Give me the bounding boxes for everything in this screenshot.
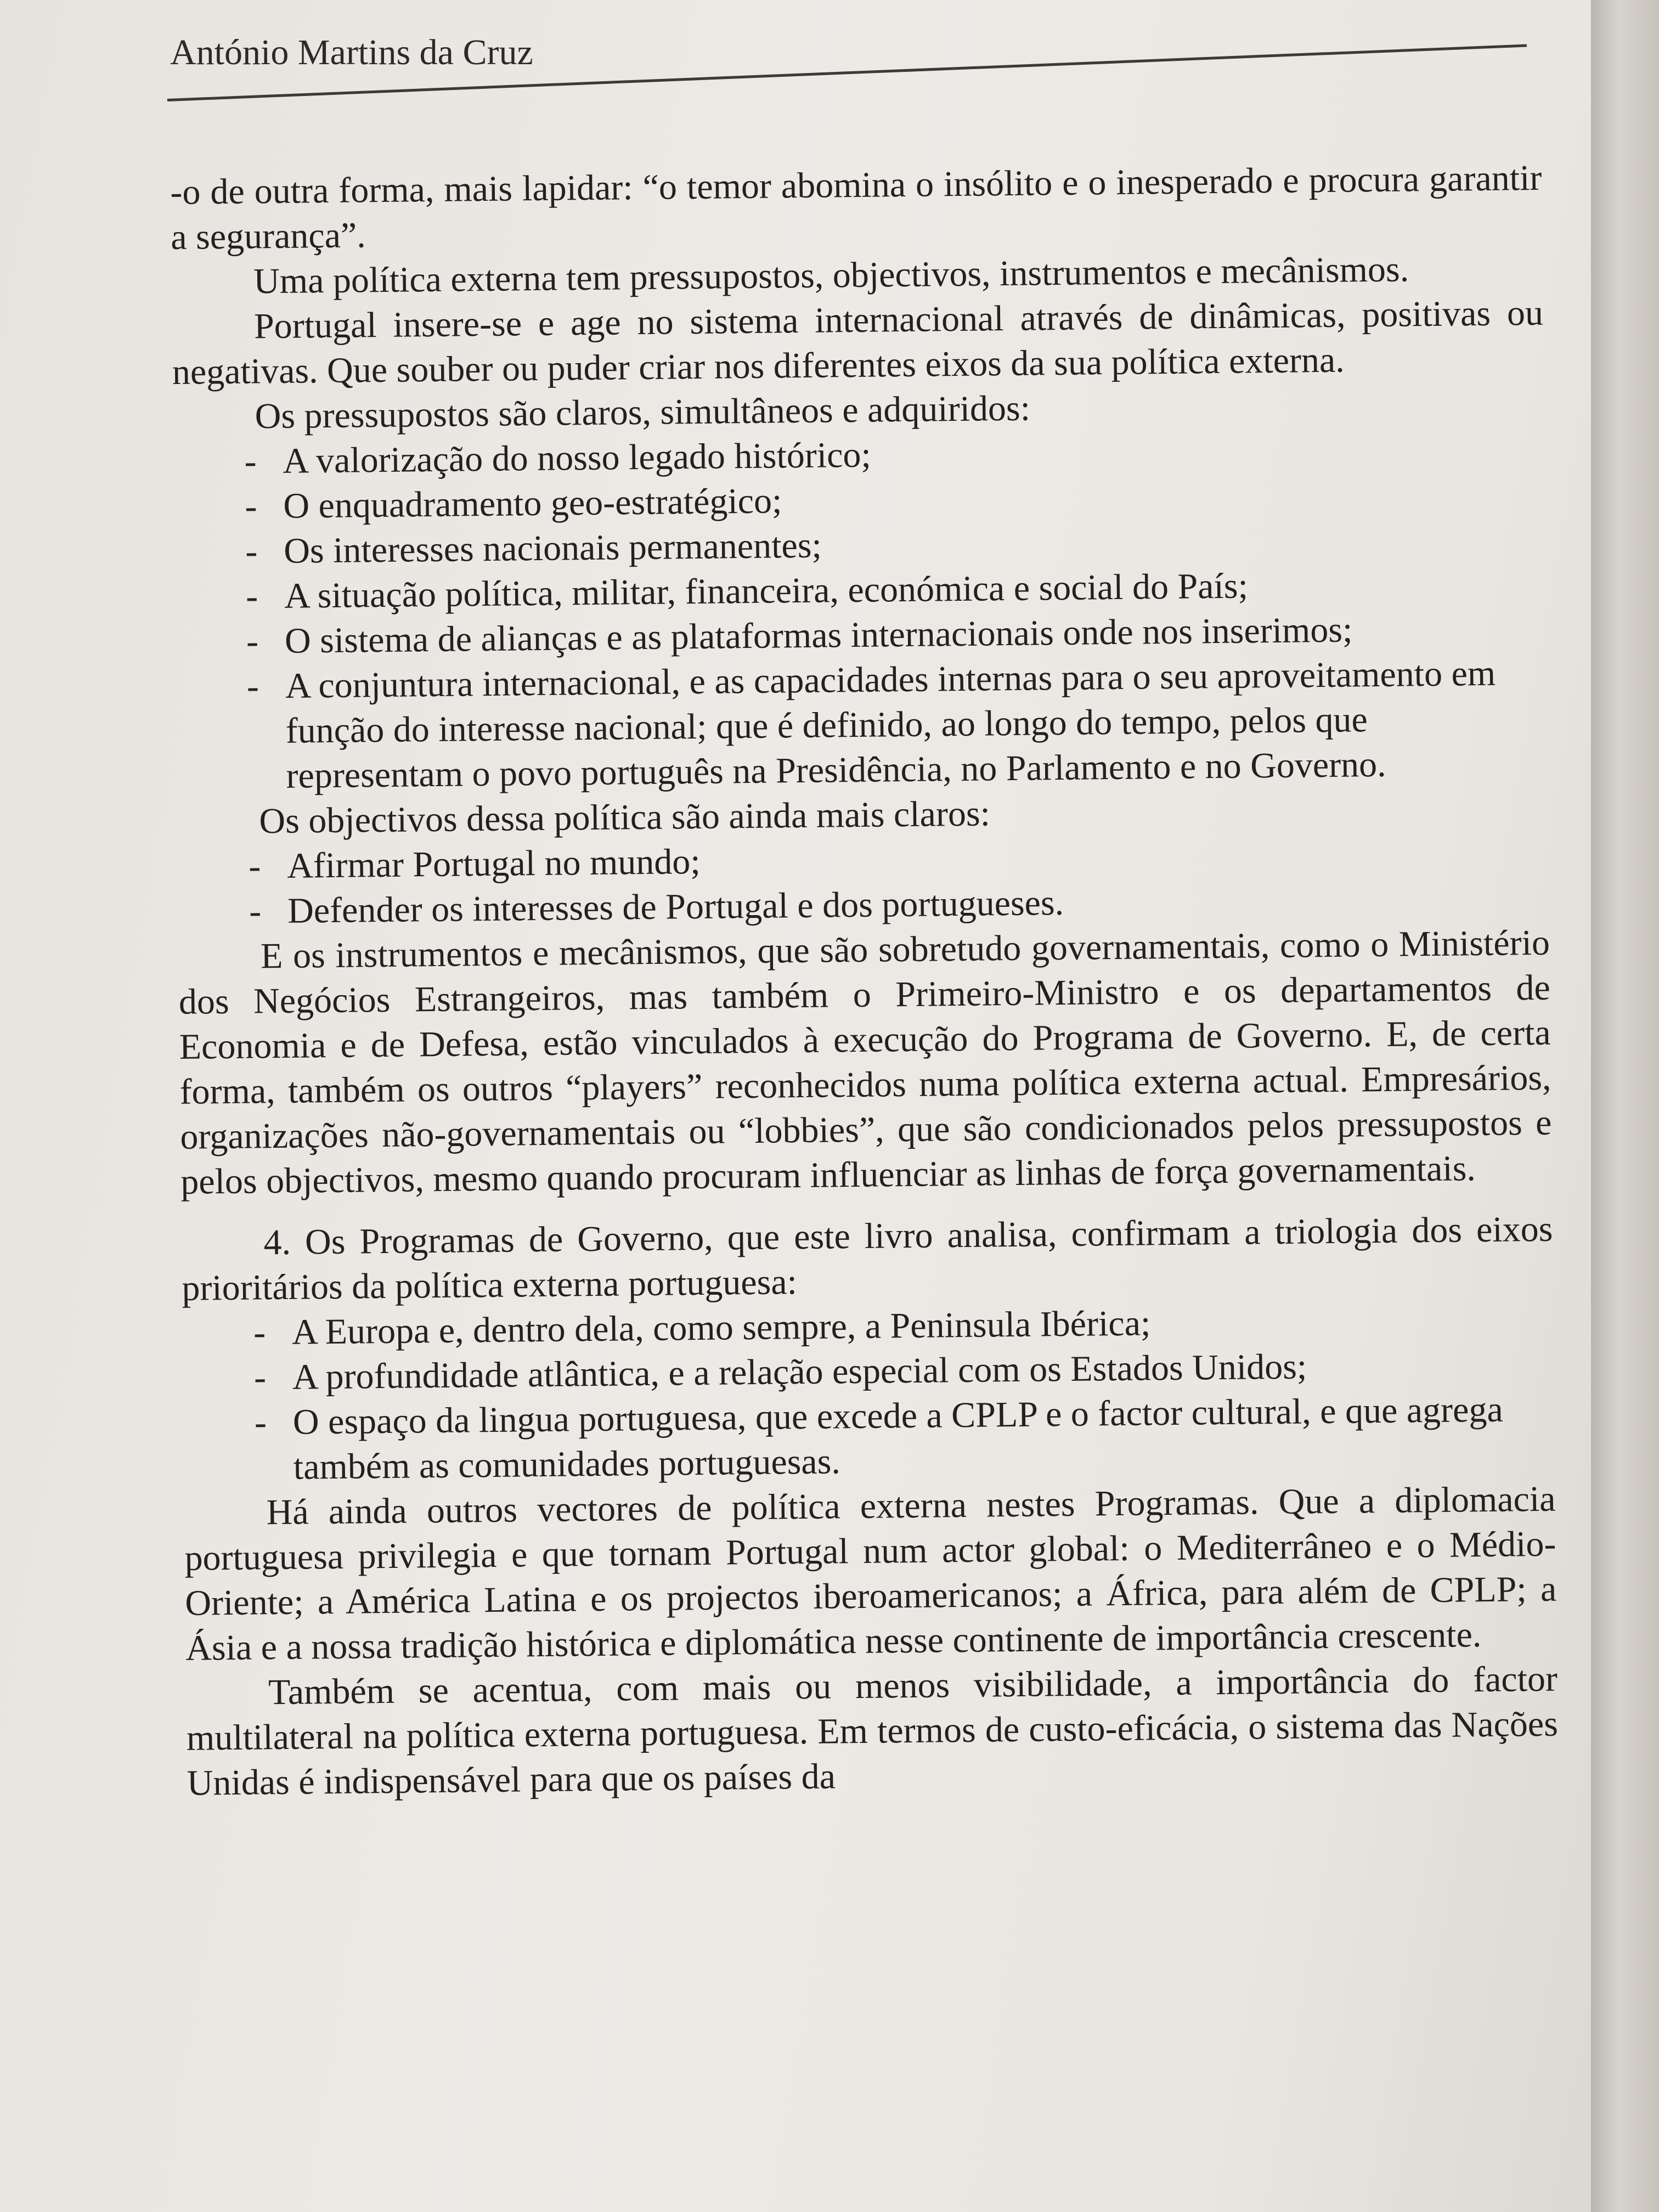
eixos-list bbox=[182, 1297, 1555, 1491]
list-item: - Os interesses nacionais permanentes; bbox=[245, 525, 822, 572]
paragraph-multilateral: Também se acentua, com mais ou menos visibilidade, a importância do factor multilateral na política externa portuguesa. Em termos de custo-eficácia, o sistema das Nações Unidas é indispensável para que os países da bbox=[186, 1658, 1559, 1803]
objectivos-list bbox=[177, 831, 1550, 935]
body-text bbox=[170, 156, 1559, 1806]
list-item: - A situação política, militar, financeira, económica e social do País; bbox=[245, 566, 1249, 617]
list-item: - O sistema de alianças e as plataformas internacionais onde nos inserimos; bbox=[246, 610, 1353, 662]
list-item: - A profundidade atlântica, e a relação especial com os Estados Unidos; bbox=[253, 1346, 1307, 1398]
list-item: - Afirmar Portugal no mundo; bbox=[248, 841, 701, 887]
paragraph-section-4: 4. Os Programas de Governo, que este livro analisa, confirmam a triologia dos eixos prioritários da política externa portuguesa: bbox=[181, 1209, 1553, 1308]
list-item: - A conjuntura internacional, e as capacidades internas para o seu aproveitamento em função do interesse nacional; que é definido, ao longo do tempo, pelos que representam o povo português na Presidência, no Parlamento e no Governo. bbox=[246, 653, 1496, 796]
paragraph-objectivos-intro: Os objectivos dessa política são ainda mais claros: bbox=[259, 793, 991, 842]
pressupostos-list bbox=[173, 426, 1548, 800]
running-header-author: António Martins da Cruz bbox=[170, 32, 533, 72]
list-item: - O espaço da lingua portuguesa, que excede a CPLP e o factor cultural, e que agrega também as comunidades portuguesas. bbox=[254, 1389, 1504, 1487]
paragraph-continuation: -o de outra forma, mais lapidar: “o temor abomina o insólito e o inesperado e procura garantir a segurança”. bbox=[170, 157, 1542, 257]
paragraph-vectores: Há ainda outros vectores de política externa nestes Programas. Que a diplomacia portuguesa privilegia e que tornam Portugal num actor global: o Mediterrâneo e o Médio-Oriente; a América Latina e os projectos iberoamericanos; a África, para além de CPLP; a Ásia e a nossa tradição histórica e diplomática nesse continente de importância crescente. bbox=[184, 1479, 1557, 1668]
list-item: - Defender os interesses de Portugal e dos portugueses. bbox=[249, 883, 1064, 932]
list-item: - O enquadramento geo-estratégico; bbox=[245, 481, 782, 527]
paragraph-portugal-insere: Portugal insere-se e age no sistema internacional através de dinâmicas, positivas ou negativas. Que souber ou puder criar nos diferentes eixos da sua política externa. bbox=[172, 292, 1544, 392]
paragraph-pressupostos-intro: Os pressupostos são claros, simultâneos e adquiridos: bbox=[255, 388, 1031, 437]
list-item: - A Europa e, dentro dela, como sempre, a Peninsula Ibérica; bbox=[253, 1303, 1151, 1353]
paragraph-instrumentos: E os instrumentos e mecânismos, que são sobretudo governamentais, como o Ministério dos Negócios Estrangeiros, mas também o Primeiro-Ministro e os departamentos de Economia e de Defesa, estão vinculados à execução do Programa de Governo. E, de certa forma, também os outros “players” reconhecidos numa política externa actual. Empresários, organizações não-governamentais ou “lobbies”, que são condicionados pelos pressupostos e pelos objectivos, mesmo quando procuram influenciar as linhas de força governamentais. bbox=[178, 922, 1552, 1202]
paragraph-politica-externa: Uma política externa tem pressupostos, objectivos, instrumentos e mecânismos. bbox=[253, 249, 1409, 302]
next-page-edge bbox=[1591, 0, 1659, 2212]
list-item: - A valorização do nosso legado histórico; bbox=[244, 435, 872, 482]
